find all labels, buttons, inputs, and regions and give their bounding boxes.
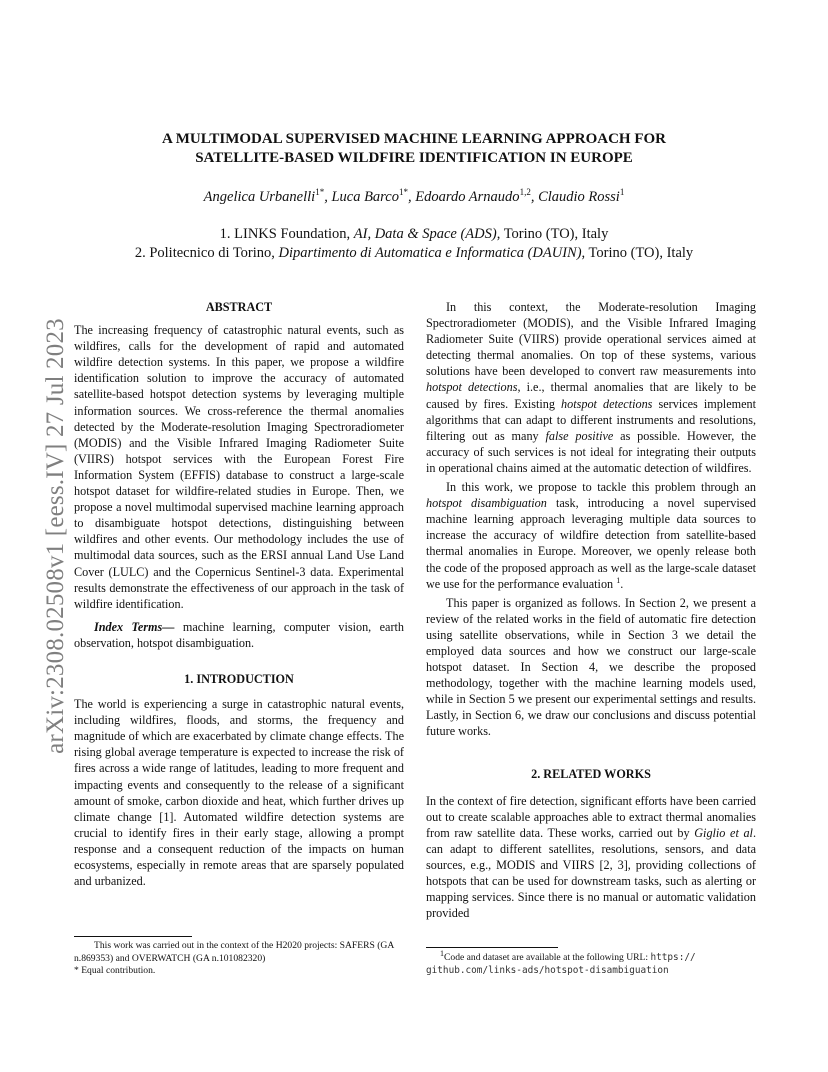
intro-text: The world is experiencing a surge in catastrophic natural events, including wildfires, floods, and storms, the frequency and magnitude of which are exacerbated by climate change effects. The rising global average temperature is expected to increase the risk of fires across a wide range of latitudes, leading to more frequent and impacting events and consequently to the release of a significant amount of smoke, carbon dioxide and heat, which further drives up climate change [1]. Automated wildfire detection systems are crucial to identify fires in their early stage, allowing a prompt response and a consequent reduction of the impacts on human ecosystems, especially in remote areas that are sparsely populated and urbanized.	[74, 697, 404, 889]
affiliation-2-place: , Torino (TO), Italy	[581, 245, 694, 261]
text-run: In this work, we propose to tackle this problem through an	[446, 480, 756, 495]
abstract-text: The increasing frequency of catastrophic natural events, such as wildfires, calls for the development of rapid and automated wildfire detection systems. In this paper, we propose a wildfire identification solution to improve the accuracy of automated satellite-based hotspot detection systems by leveraging multiple information sources. We cross-reference the thermal anomalies detected by the Moderate-resolution Imaging Spectroradiometer (MODIS) and the Visible Infrared Imaging Radiometer Suite (VIIRS) hotspot services with the European Forest Fire Information System (EFFIS) database to construct a large-scale hotspot dataset for wildfire-related studies in Europe. Then, we propose a novel multimodal supervised machine learning approach to disambiguate hotspot detections, distinguishing between wildfires and other events. Our methodology includes the use of multimodal data sources, such as the ERSI annual Land Use Land Cover (LULC) and the Copernicus Sentinel-3 data. Experimental results demonstrate the effectiveness of our approach in the task of wildfire identification.	[74, 323, 404, 611]
emphasis: Giglio et al	[694, 825, 753, 840]
footnote-url[interactable]: https://	[650, 952, 696, 963]
index-terms-label: Index Terms—	[94, 619, 175, 634]
text-run: . can adapt to different satellites, resolutions, sensors, and data sources, e.g., MODIS and VIIRS [2, 3], providing collections of hotspots that can be used for downstream tasks, such as alerting or mapping services. Since there is no manual or automatic validation provided	[426, 825, 756, 921]
footnote-left	[74, 940, 404, 978]
abstract-heading: ABSTRACT	[205, 300, 273, 314]
text-run: task, introducing a novel supervised machine learning approach leveraging multiple data sources to increase the accuracy of wildfire detection from satellite-based thermal anomalies in Europe. Moreover, we openly release both the code of the proposed approach as well as the large-scale dataset we use for the performance evaluation	[426, 496, 756, 591]
footnote-mark: 1	[440, 948, 444, 958]
text-run: services implement algorithms that can adapt to different instruments and resolutions, filtering out as many	[426, 396, 756, 443]
text-run: , i.e., thermal anomalies that are likely to be caused by fires. Existing	[426, 380, 756, 411]
related-works-heading: 2. RELATED WORKS	[531, 766, 651, 781]
footnote-text: Code and dataset are available at the following URL:	[444, 952, 651, 963]
footnote-rule-left	[74, 936, 192, 937]
right-column	[426, 299, 756, 921]
affiliation-1	[80, 226, 748, 243]
author-name: Angelica Urbanelli	[203, 188, 316, 205]
affiliation-2-dept: Dipartimento di Automatica e Informatica (DAUIN)	[278, 245, 582, 261]
author-mark: 1,2	[519, 187, 531, 197]
author-mark: 1	[619, 187, 625, 197]
affiliation-1-dept: AI, Data & Space (ADS)	[353, 226, 497, 242]
author-mark: 1*	[398, 187, 408, 197]
paper-title	[80, 130, 748, 168]
author-name: Luca Barco	[331, 188, 399, 205]
text-run: In the context of fire detection, significant efforts have been carried out to create scalable approaches able to extract thermal anomalies from raw satellite data. These works, carried out by	[426, 793, 756, 840]
contribution-paragraph	[426, 479, 756, 592]
author-list: Angelica Urbanelli$^{1*}$, Luca Barco$^{1*}$, Edoardo Arnaudo$^{1,2}$, Claudio Rossi$^1$	[203, 187, 625, 205]
emphasis: false positive	[545, 428, 614, 443]
emphasis: hotspot detections	[426, 380, 518, 395]
equal-contribution-footnote: * Equal contribution.	[74, 965, 156, 976]
organization-paragraph: This paper is organized as follows. In Section 2, we present a review of the related works in the field of automatic fire detection using satellite observations, while in Section 3 we detail the employed data sources and how we construct our large-scale hotspot dataset. In Section 4, we describe the proposed methodology, together with the machine learning models used, while in Section 5 we present our experimental settings and results. Lastly, in Section 6, we draw our conclusions and discuss potential future works.	[426, 595, 756, 739]
footnote-right	[426, 948, 756, 977]
emphasis: hotspot disambiguation	[426, 496, 547, 511]
footnote-ref[interactable]: 1	[616, 575, 621, 585]
intro-heading: 1. INTRODUCTION	[184, 671, 294, 686]
code-footnote	[426, 948, 756, 965]
funding-footnote: This work was carried out in the context of the H2020 projects: SAFERS (GA n.869353) and OVERWATCH (GA n.101082320)	[74, 940, 394, 964]
index-terms-text: machine learning, computer vision, earth observation, hotspot disambiguation.	[74, 619, 404, 650]
author-name: Claudio Rossi	[538, 188, 620, 205]
related-works-paragraph	[426, 793, 756, 922]
title-line-1: A MULTIMODAL SUPERVISED MACHINE LEARNING APPROACH FOR	[162, 131, 666, 147]
arxiv-stamp: arXiv:2308.02508v1 [eess.IV] 27 Jul 2023	[42, 318, 69, 754]
text-run: as possible. However, the accuracy of such services is not ideal for integrating their outputs in operational chains aimed at the automatic detection of wildfires.	[426, 428, 756, 475]
left-column	[74, 299, 404, 889]
title-line-2: SATELLITE-BASED WILDFIRE IDENTIFICATION IN EUROPE	[195, 150, 633, 166]
affiliation-2-org: 2. Politecnico di Torino,	[134, 245, 279, 261]
context-paragraph	[426, 299, 756, 476]
author-name: Edoardo Arnaudo	[415, 188, 520, 205]
affiliation-1-place: , Torino (TO), Italy	[496, 226, 609, 242]
footnote-rule-right	[426, 947, 558, 948]
text-run: In this context, the Moderate-resolution Imaging Spectroradiometer (MODIS), and the Visible Infrared Imaging Radiometer Suite (VIIRS) provide operational services aimed at detecting thermal anomalies. On top of these systems, various solutions have been developed to convert raw measurements into	[426, 300, 756, 379]
footnote-url-continued[interactable]: github.com/links-ads/hotspot-disambiguation	[426, 964, 669, 976]
emphasis: hotspot detections	[561, 396, 653, 411]
author-mark: 1*	[315, 187, 325, 197]
affiliation-2	[80, 245, 748, 262]
text-run: .	[620, 576, 624, 591]
index-terms	[74, 619, 404, 651]
affiliation-1-org: 1. LINKS Foundation,	[219, 226, 354, 242]
